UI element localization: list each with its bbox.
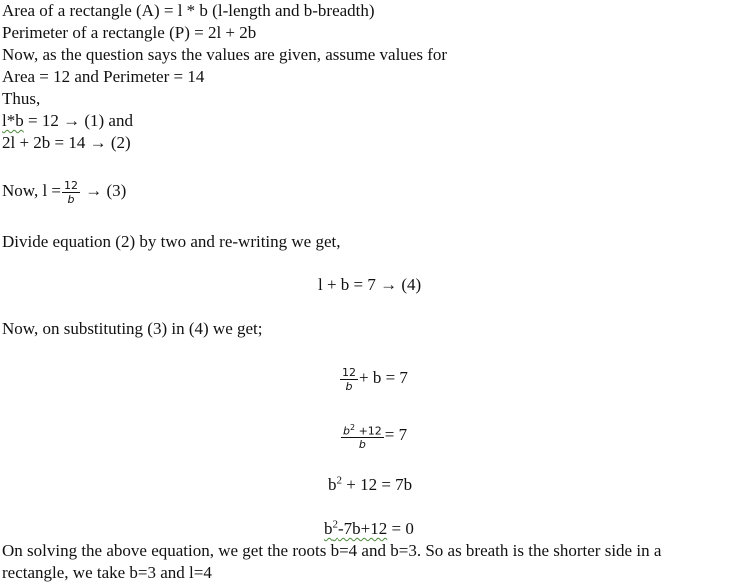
equation-1: [2, 110, 133, 132]
substituted-rest: + b = 7: [359, 368, 408, 387]
spellcheck-underline: l*b: [2, 111, 24, 130]
combined-rest: = 7: [384, 425, 408, 444]
fraction-denominator: b: [67, 192, 75, 206]
quadratic-exponent: 2: [332, 518, 338, 531]
quadratic-rest: + 12 = 7b: [342, 475, 413, 494]
quadratic-base: b: [324, 519, 333, 538]
substitution-note: Now, on substituting (3) in (4) we get;: [2, 319, 263, 338]
fraction-denominator: b: [345, 379, 353, 393]
divide-instruction: Divide equation (2) by two and re-writing we get,: [2, 232, 341, 251]
spellcheck-underline: [324, 519, 387, 538]
equation-1-rest: = 12 → (1) and: [23, 111, 133, 130]
equation-2: 2l + 2b = 14 → (2): [2, 133, 131, 152]
fraction-numerator: 12: [64, 178, 79, 192]
question-note: Now, as the question says the values are given, assume values for: [2, 45, 448, 64]
quadratic-equation: [324, 518, 414, 540]
equation-3: [2, 174, 126, 208]
solution-line-1: On solving the above equation, we get the roots b=4 and b=3. So as breath is the shorter side in a: [2, 541, 662, 560]
fraction-b2-plus-12-over-b: [341, 421, 384, 452]
numerator-base: b: [343, 424, 350, 438]
quadratic-end: = 0: [387, 519, 414, 538]
equation-4: l + b = 7 → (4): [318, 275, 422, 294]
quadratic-base: b: [328, 475, 337, 494]
equation-3-label: → (3): [85, 181, 127, 200]
area-definition: Area of a rectangle (A) = l * b (l-length and b-breadth): [2, 1, 375, 20]
solution-line-2: rectangle, we take b=3 and l=4: [2, 563, 212, 582]
equation-3-prefix: Now, l =: [2, 181, 62, 200]
fraction-numerator: 12: [342, 365, 356, 379]
numerator-rest: +12: [355, 424, 382, 438]
numerator-exponent: 2: [349, 422, 356, 432]
perimeter-definition: Perimeter of a rectangle (P) = 2l + 2b: [2, 23, 257, 42]
quadratic-exponent: 2: [336, 474, 342, 487]
fraction-numerator: [341, 421, 384, 439]
thus-label: Thus,: [2, 89, 41, 108]
fraction-12-over-b: [62, 179, 80, 206]
fraction-12-over-b: [340, 366, 358, 393]
assumed-values: Area = 12 and Perimeter = 14: [2, 67, 205, 86]
combined-fraction-equation: [340, 418, 407, 452]
substituted-equation: [339, 361, 408, 395]
quadratic-terms: -7b+12: [338, 519, 388, 538]
quadratic-form: [328, 474, 412, 496]
fraction-denominator: b: [358, 438, 366, 452]
